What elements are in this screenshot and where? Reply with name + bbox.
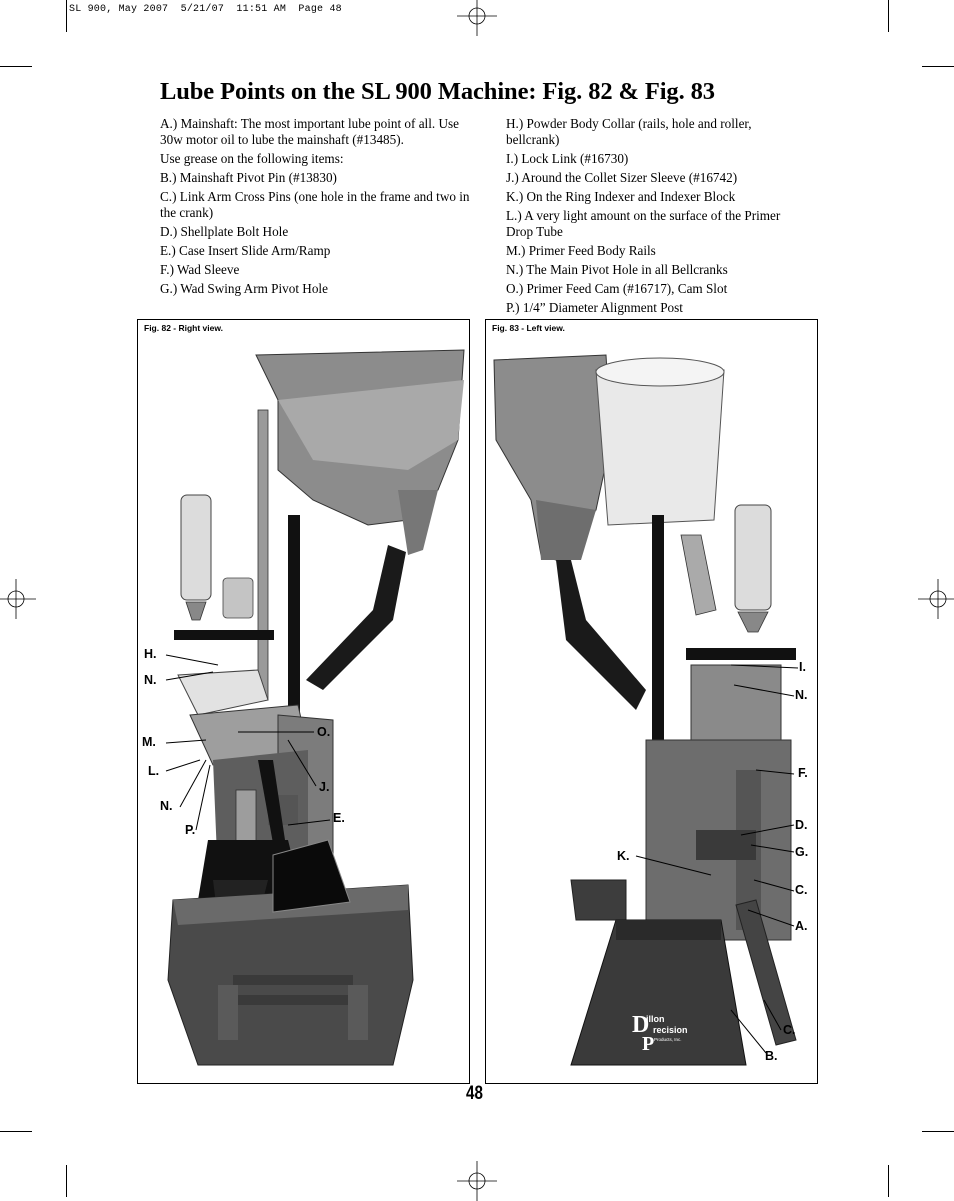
- lube-item-h: H.) Powder Body Collar (rails, hole and roller, bellcrank): [506, 116, 752, 147]
- lube-item-g: G.) Wad Swing Arm Pivot Hole: [160, 281, 328, 296]
- lube-item-m: M.) Primer Feed Body Rails: [506, 243, 656, 258]
- crop-mark: [922, 1131, 954, 1132]
- callout-c: C.: [795, 883, 808, 897]
- registration-mark-icon: [918, 579, 954, 619]
- lube-list-left: [160, 116, 480, 300]
- lube-item-k: K.) On the Ring Indexer and Indexer Block: [506, 189, 736, 204]
- page-number: 48: [466, 1083, 483, 1104]
- page-title: Lube Points on the SL 900 Machine: Fig. 82 & Fig. 83: [160, 78, 715, 105]
- figure-83: [485, 319, 818, 1084]
- logo-text-products: Products, Inc.: [654, 1037, 682, 1042]
- figure-82: [137, 319, 470, 1084]
- figure-82-caption: Fig. 82 - Right view.: [144, 323, 224, 333]
- callout-n: N.: [144, 673, 157, 687]
- lube-item-f: F.) Wad Sleeve: [160, 262, 240, 277]
- lube-item-l: L.) A very light amount on the surface of the Primer Drop Tube: [506, 208, 781, 239]
- callout-o: O.: [317, 725, 331, 739]
- grease-intro: Use grease on the following items:: [160, 151, 344, 166]
- callout-f: F.: [798, 766, 808, 780]
- logo-text-illon: illon: [646, 1014, 665, 1024]
- callout-g: G.: [795, 845, 809, 859]
- callout-e: E.: [333, 811, 345, 825]
- callout-l: L.: [148, 764, 160, 778]
- callout-n: N.: [160, 799, 173, 813]
- crop-mark: [888, 1165, 889, 1197]
- crop-mark: [0, 1131, 32, 1132]
- callout-k: K.: [617, 849, 630, 863]
- callout-a: A.: [795, 919, 808, 933]
- registration-mark-icon: [457, 0, 497, 36]
- callout-d: D.: [795, 818, 808, 832]
- lube-item-p: P.) 1/4” Diameter Alignment Post: [506, 300, 683, 315]
- lube-item-n: N.) The Main Pivot Hole in all Bellcranks: [506, 262, 728, 277]
- callout-j: J.: [319, 780, 330, 794]
- callout-i: I.: [799, 660, 806, 674]
- callout-n: N.: [795, 688, 808, 702]
- crop-mark: [66, 0, 67, 32]
- crop-mark: [0, 66, 32, 67]
- svg-text:D: D: [632, 1012, 650, 1038]
- lube-item-e: E.) Case Insert Slide Arm/Ramp: [160, 243, 331, 258]
- figure-83-caption: Fig. 83 - Left view.: [492, 323, 565, 333]
- crop-mark: [888, 0, 889, 32]
- callout-c: C.: [783, 1023, 796, 1037]
- svg-text:P: P: [642, 1033, 655, 1055]
- callout-m: M.: [142, 735, 156, 749]
- print-slug: SL 900, May 2007 5/21/07 11:51 AM Page 48: [69, 4, 342, 15]
- callout-h: H.: [144, 647, 157, 661]
- registration-mark-icon: [0, 579, 36, 619]
- crop-mark: [922, 66, 954, 67]
- lube-item-o: O.) Primer Feed Cam (#16717), Cam Slot: [506, 281, 728, 296]
- lube-list-right: [506, 116, 801, 319]
- lube-item-d: D.) Shellplate Bolt Hole: [160, 224, 289, 239]
- callout-p: P.: [185, 823, 196, 837]
- registration-mark-icon: [457, 1161, 497, 1201]
- crop-mark: [66, 1165, 67, 1197]
- lube-item-b: B.) Mainshaft Pivot Pin (#13830): [160, 170, 337, 185]
- lube-item-j: J.) Around the Collet Sizer Sleeve (#16742): [506, 170, 738, 185]
- lube-item-a: A.) Mainshaft: The most important lube point of all. Use 30w motor oil to lube the mainshaft (#13485).: [160, 116, 459, 147]
- callout-b: B.: [765, 1049, 778, 1063]
- logo-text-recision: recision: [653, 1025, 688, 1035]
- machine-right-view-photo: [138, 320, 469, 1083]
- lube-item-c: C.) Link Arm Cross Pins (one hole in the frame and two in the crank): [160, 189, 470, 220]
- machine-left-view-photo: [486, 320, 817, 1083]
- lube-item-i: I.) Lock Link (#16730): [506, 151, 629, 166]
